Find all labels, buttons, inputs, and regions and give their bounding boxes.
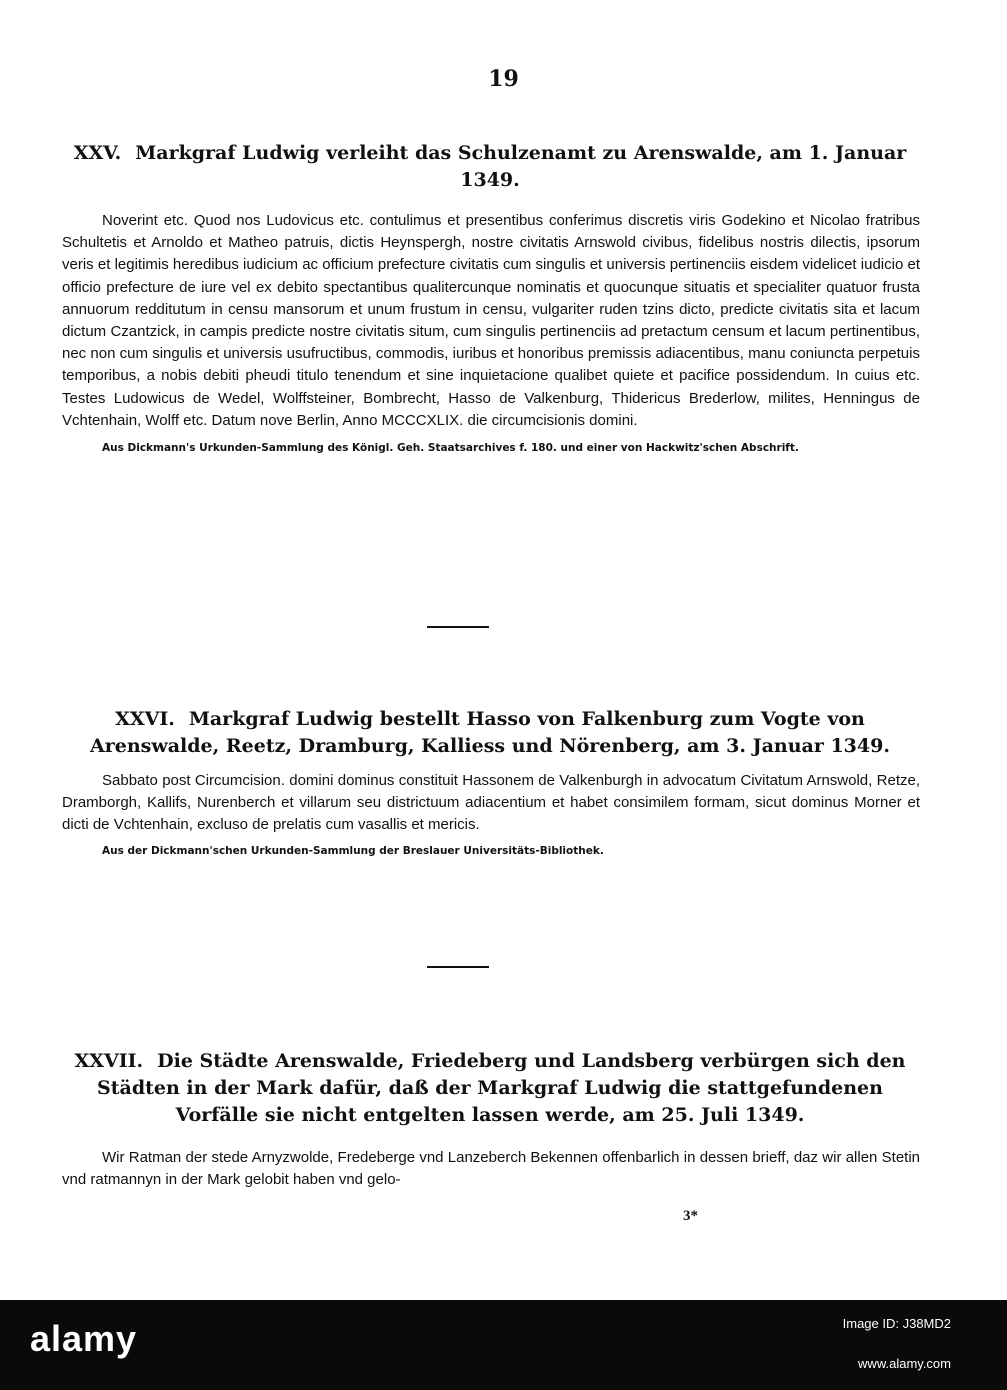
section-body: Noverint etc. Quod nos Ludovicus etc. contulimus et presentibus conferimus discretis viris Godekino et Nicolao fratribus Schultetis et Arnoldo et Matheo patruis, dictis Heynspergh, nostre civitatis Arnswold civibus, fidelibus nostris dilectis, ipsorum veris et legitimis heredibus iudicium ac officium prefecture civitatis cum singulis et universis pertinenciis eisdem videlicet iudicio et officio prefecture de iure vel ex debito spectantibus qualitercunque nominatis et quocunque situatis et specialiter quatuor frusta annuorum redditutum in censu mansorum et unum frustum in censu, vulgariter ruden tzins dicto, predicte civitatis sita et lacum dictum Czantzick, in campis predicte nostre civitatis situm, cum singulis pertinenciis ad pretactum censum et lacum pertinentibus, nec non cum singulis et universis usufructibus, commodis, iuribus et honoribus premissis adiacentibus, manu coniuncta perpetuis temporibus, a nobis debiti pheudi titulo tenendum et sine inquietacione qualibet quiete et pacifice possidendum. In cuius etc. Testes Ludowicus de Wedel, Wolffsteiner, Bombrecht, Hasso de Valkenburg, Thidericus Brederlow, milites, Henningus de Vchtenhain, Wolff etc. Datum nove Berlin, Anno MCCCXLIX. die circumcisionis domini. <box>62 212 920 429</box>
section-heading <box>60 140 920 194</box>
section-numeral: XXVII. <box>74 1050 144 1072</box>
section-xxvii <box>60 1048 920 1191</box>
section-heading <box>60 1048 920 1129</box>
section-numeral: XXVI. <box>115 708 175 730</box>
section-heading <box>60 706 920 760</box>
section-source: Aus Dickmann's Urkunden-Sammlung des Königl. Geh. Staatsarchives f. 180. und einer von Hackwitz'schen Abschrift. <box>102 442 799 455</box>
section-divider <box>427 626 489 628</box>
site-url: www.alamy.com <box>858 1356 951 1371</box>
image-id: Image ID: J38MD2 <box>842 1316 951 1331</box>
alamy-logo: alamy <box>30 1318 138 1359</box>
section-xxvi <box>60 706 920 859</box>
section-xxv <box>60 140 920 456</box>
section-title: Markgraf Ludwig verleiht das Schulzenamt zu Arenswalde, am 1. Januar 1349. <box>135 142 907 191</box>
section-source: Aus der Dickmann'schen Urkunden-Sammlung der Breslauer Universitäts-Bibliothek. <box>102 844 604 857</box>
page-number: 19 <box>488 66 519 92</box>
section-divider <box>427 966 489 968</box>
section-title: Markgraf Ludwig bestellt Hasso von Falkenburg zum Vogte von Arenswalde, Reetz, Dramburg, Kalliess und Nörenberg, am 3. Januar 1349. <box>90 708 890 757</box>
section-body: Wir Ratman der stede Arnyzwolde, Fredeberge vnd Lanzeberch Bekennen offenbarlich in dessen brieff, daz wir allen Stetin vnd ratmannyn in der Mark gelobit haben vnd gelo- <box>62 1149 920 1189</box>
section-body: Sabbato post Circumcision. domini dominus constituit Hassonem de Valkenburgh in advocatum Civitatum Arnswold, Retze, Dramborgh, Kallifs, Nurenberch et villarum seu districtuum adiacentium et habet consimilem formam, sicut dominus Morner et dicti de Vchtenhain, excluso de prelatis cum vasallis et mericis. <box>62 772 920 834</box>
section-title: Die Städte Arenswalde, Friedeberg und Landsberg verbürgen sich den Städten in der Mark dafür, daß der Markgraf Ludwig die stattgefundenen Vorfälle sie nicht entgelten lassen werde, am 25. Juli 1349. <box>97 1050 906 1126</box>
section-numeral: XXV. <box>73 142 122 164</box>
signature-mark: 3* <box>683 1208 698 1224</box>
watermark-banner <box>0 1300 1007 1390</box>
